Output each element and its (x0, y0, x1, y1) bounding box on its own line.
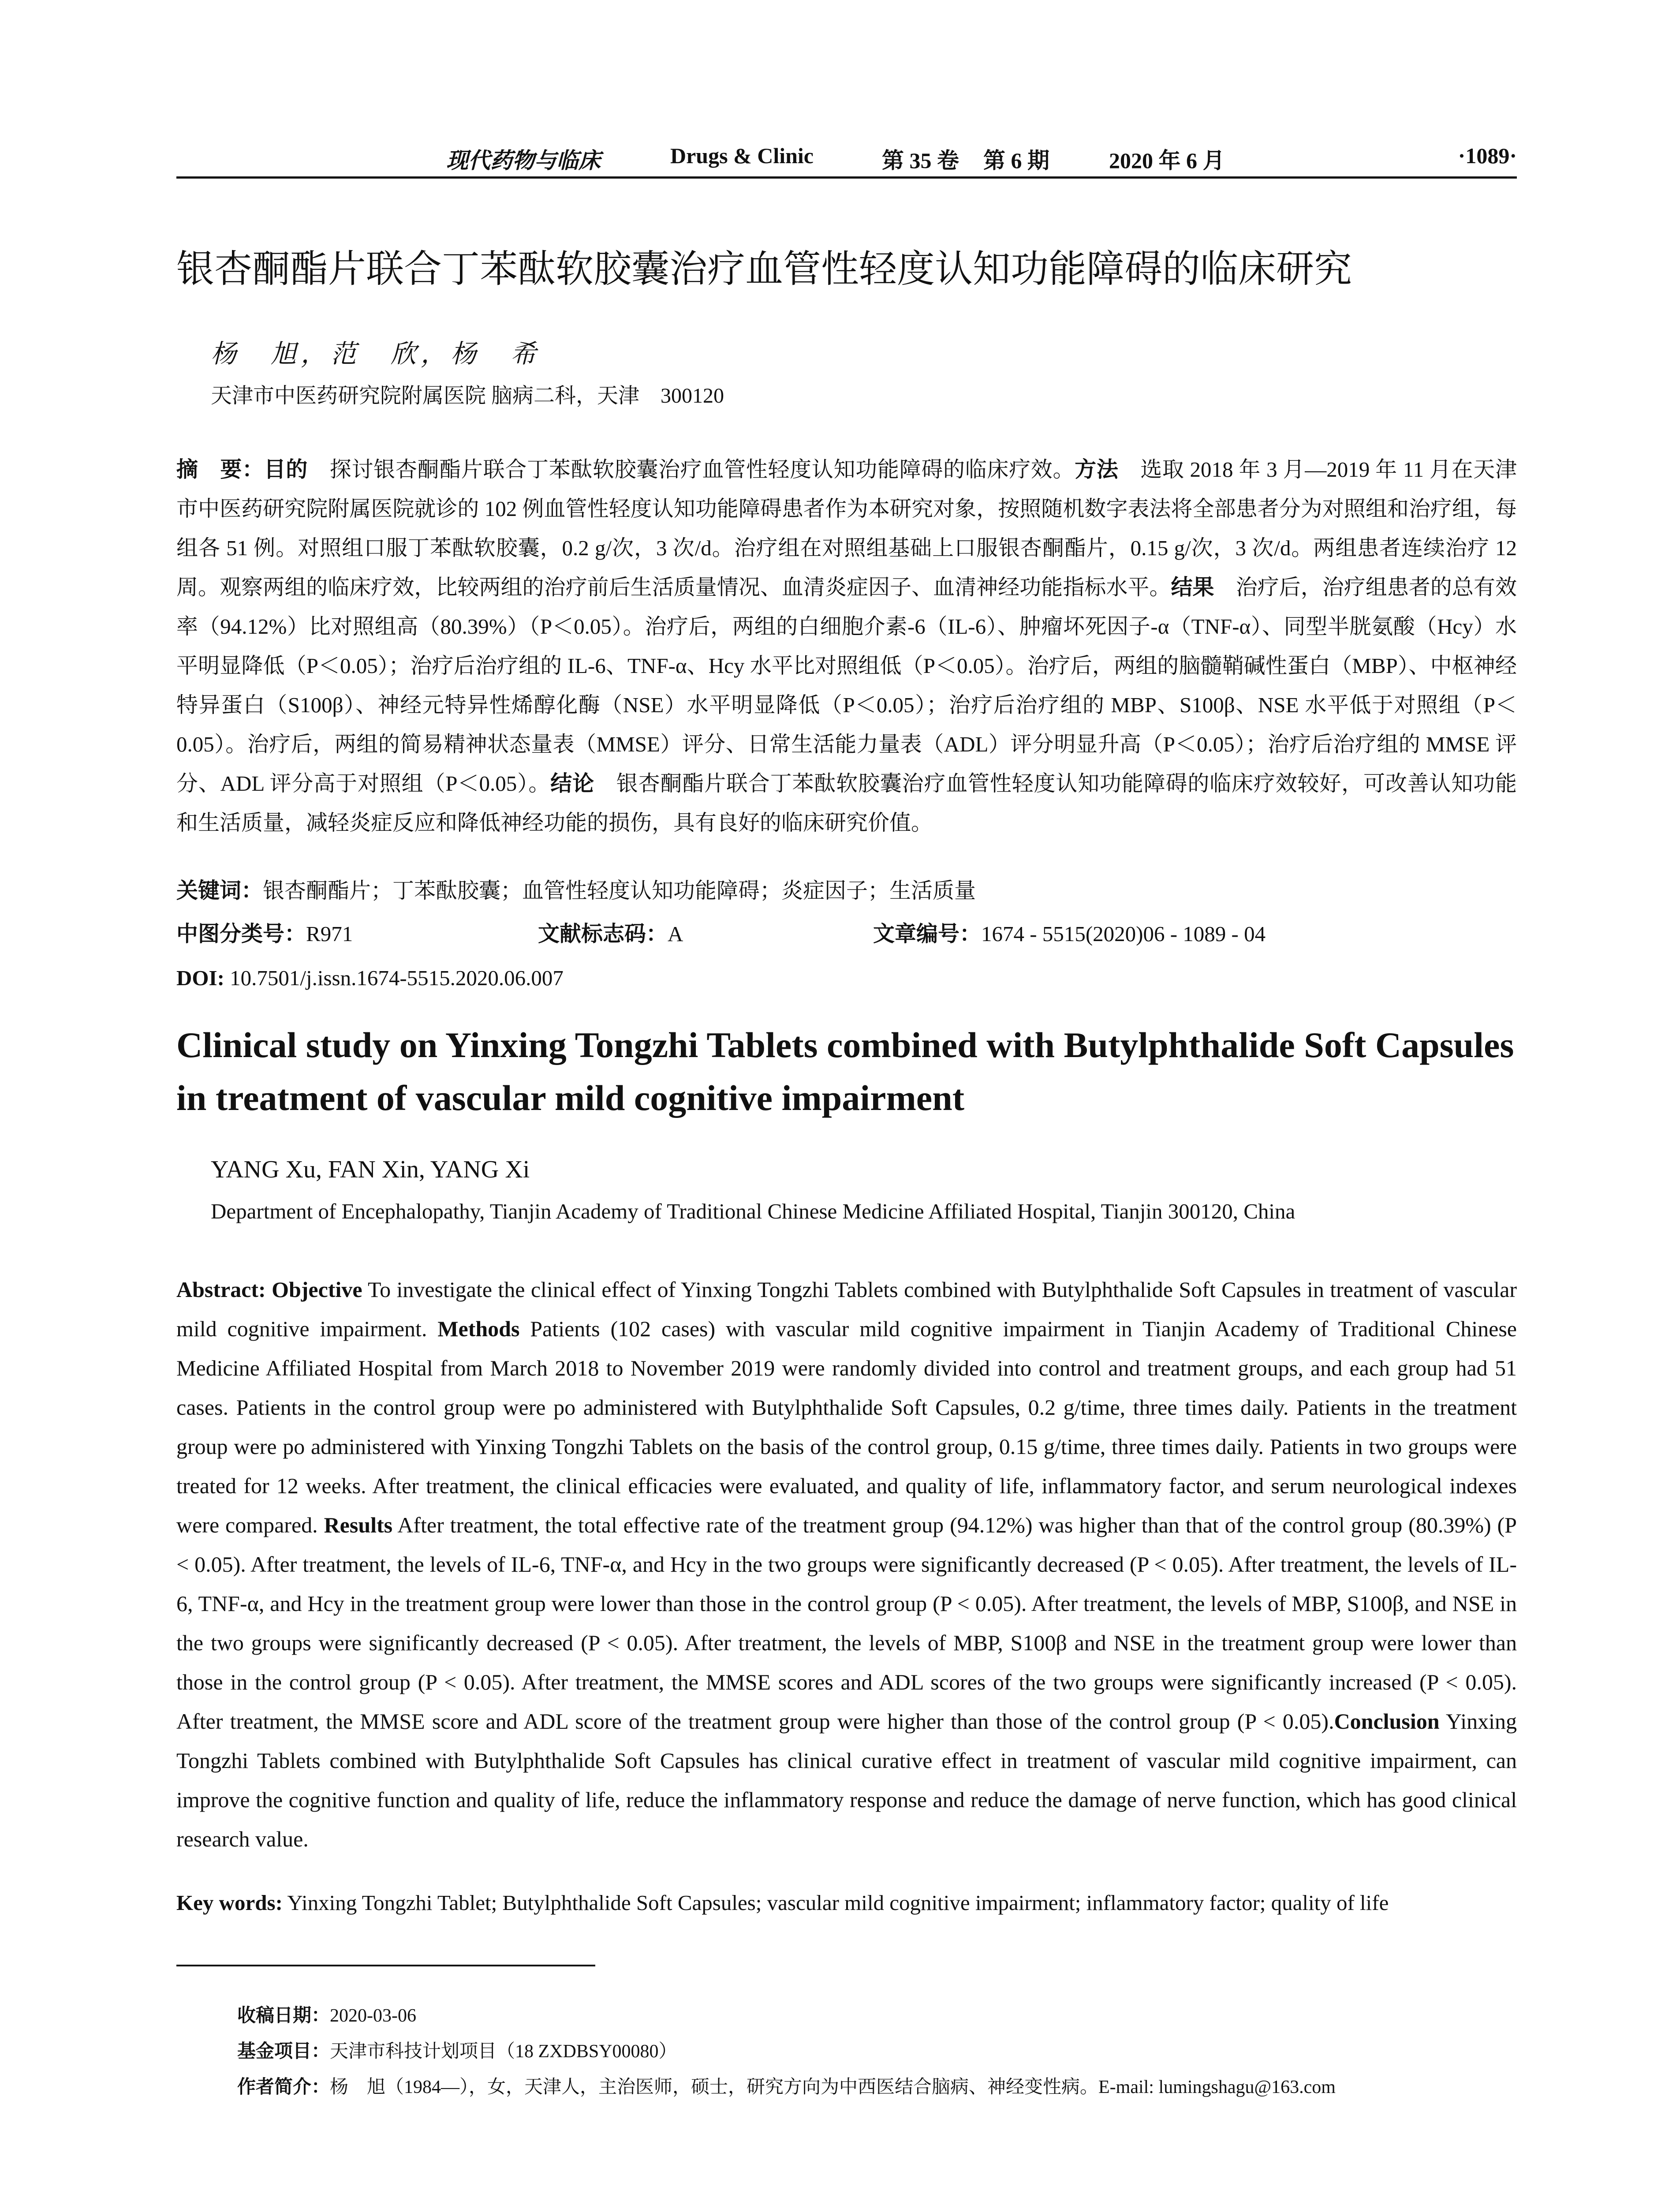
page-number: ·1089· (1458, 143, 1517, 168)
title-cn: 银杏酮酯片联合丁苯酞软胶囊治疗血管性轻度认知功能障碍的临床研究 (176, 247, 1352, 291)
author-label: 作者简介： (237, 2076, 330, 2097)
methods-label-cn: 方法 (1075, 457, 1119, 482)
doi-line (176, 965, 1517, 991)
doc-code-value: A (668, 922, 683, 946)
footnote-author (237, 2069, 1516, 2105)
methods-text-en: Patients (102 cases) with vascular mild cognitive impairment in Tianjin Academy of Traditional Chinese Medicine Affiliated Hospital from March 2018 to November 2019 were randomly divided into control and treatment groups, and each group had 51 cases. Patients in the control group were po administered with Butylphthalide Soft Capsules, 0.2 g/time, three times daily. Patients in the treatment group were po administered with Yinxing Tongzhi Tablets on the basis of the control group, 0.15 g/time, three times daily. Patients in two groups were treated for 12 weeks. After treatment, the clinical efficacies were evaluated, and quality of life, inflammatory factor, and serum neurological indexes were compared. (176, 1316, 1517, 1537)
results-label-en: Results (324, 1513, 393, 1537)
results-label-cn: 结果 (1171, 575, 1214, 600)
objective-label-en: Objective (265, 1277, 362, 1302)
keywords-cn (176, 878, 1517, 904)
author-bio: 杨 旭（1984—），女，天津人，主治医师，硕士，研究方向为中西医结合脑病、神经变性病。E-mail: lumingshagu@163.com (330, 2077, 1336, 2097)
abstract-label-en: Abstract: (176, 1277, 266, 1302)
conclusion-text-cn: 银杏酮酯片联合丁苯酞软胶囊治疗血管性轻度认知功能障碍的临床疗效较好，可改善认知功能和生活质量，减轻炎症反应和降低神经功能的损伤，具有良好的临床研究价值。 (176, 771, 1517, 835)
clc-item (176, 921, 353, 947)
methods-text-cn: 选取 2018 年 3 月—2019 年 11 月在天津市中医药研究院附属医院就诊的 102 例血管性轻度认知功能障碍患者作为本研究对象，按照随机数字表法将全部患者分为对照组和治疗组，每组各 51 例。对照组口服丁苯酞软胶囊，0.2 g/次，3 次/d。治疗组在对照组基础上口服银杏酮酯片，0.15 g/次，3 次/d。两组患者连续治疗 12 周。观察两组的临床疗效，比较两组的治疗前后生活质量情况、血清炎症因子、血清神经功能指标水平。 (176, 457, 1517, 599)
doc-code-item (538, 921, 683, 947)
authors-cn: 杨 旭，范 欣，杨 希 (211, 340, 541, 368)
methods-label-en: Methods (437, 1316, 520, 1341)
keywords-text-cn: 银杏酮酯片；丁苯酞胶囊；血管性轻度认知功能障碍；炎症因子；生活质量 (263, 878, 976, 903)
results-text-en: After treatment, the total effective rate of the treatment group (94.12%) was higher than that of the control group (80.39%) (P < 0.05). After treatment, the levels of IL-6, TNF-α, and Hcy in the two groups were significantly decreased (P < 0.05). After treatment, the levels of IL-6, TNF-α, and Hcy in the treatment group were lower than those in the control group (P < 0.05). After treatment, the levels of MBP, S100β, and NSE in the two groups were significantly decreased (P < 0.05). After treatment, the levels of MBP, S100β and NSE in the treatment group were lower than those in the control group (P < 0.05). After treatment, the MMSE scores and ADL scores of the two groups were significantly increased (P < 0.05). After treatment, the MMSE score and ADL score of the treatment group were higher than those of the control group (P < 0.05). (176, 1513, 1517, 1734)
fund-label: 基金项目： (237, 2040, 330, 2062)
footnote-received (237, 1998, 1516, 2033)
received-date: 2020-03-06 (330, 2006, 416, 2026)
issue-number: 第 6 期 (983, 148, 1049, 173)
received-label: 收稿日期： (237, 2004, 330, 2026)
keywords-en (176, 1890, 1517, 1916)
journal-name-cn: 现代药物与临床 (446, 148, 601, 173)
header-rule (176, 176, 1517, 179)
abstract-en (176, 1270, 1517, 1859)
title-en: Clinical study on Yinxing Tongzhi Tablets combined with Butylphthalide Soft Capsules in treatment of vascular mild cognitive impairment (176, 1025, 1514, 1118)
clc-label: 中图分类号： (176, 921, 306, 946)
conclusion-label-en: Conclusion (1334, 1709, 1440, 1734)
article-number-item (873, 921, 1266, 947)
footnote-fund (237, 2033, 1516, 2069)
article-number-value: 1674 - 5515(2020)06 - 1089 - 04 (981, 922, 1266, 946)
footnote-rule (176, 1965, 595, 1966)
conclusion-text-en: Yinxing Tongzhi Tablets combined with Butylphthalide Soft Capsules has clinical curative effect in treatment of vascular mild cognitive impairment, can improve the cognitive function and quality of life, reduce the inflammatory response and reduce the damage of nerve function, which has good clinical research value. (176, 1709, 1517, 1851)
affiliation-cn: 天津市中医药研究院附属医院 脑病二科，天津 300120 (211, 384, 724, 407)
issue-date: 2020 年 6 月 (1109, 148, 1225, 173)
conclusion-label-cn: 结论 (550, 771, 594, 796)
keywords-label-cn: 关键词： (176, 878, 263, 903)
running-header (176, 140, 1517, 171)
abstract-cn (176, 450, 1517, 842)
fund-text: 天津市科技计划项目（18 ZXDBSY00080） (330, 2041, 677, 2062)
footnotes (237, 1998, 1516, 2105)
volume-number: 第 35 卷 (882, 148, 959, 173)
doi-value: 10.7501/j.issn.1674-5515.2020.06.007 (224, 966, 564, 990)
keywords-text-en: Yinxing Tongzhi Tablet; Butylphthalide Soft Capsules; vascular mild cognitive impairment; inflammatory factor; quality of life (282, 1891, 1389, 1915)
objective-text-cn: 探讨银杏酮酯片联合丁苯酞软胶囊治疗血管性轻度认知功能障碍的临床疗效。 (308, 457, 1075, 482)
affiliation-en: Department of Encephalopathy, Tianjin Academy of Traditional Chinese Medicine Affiliated Hospital, Tianjin 300120, China (211, 1199, 1295, 1223)
journal-page (176, 0, 1517, 2205)
journal-name-en: Drugs & Clinic (670, 143, 814, 168)
abstract-label-cn: 摘 要： (176, 457, 264, 482)
results-text-cn: 治疗后，治疗组患者的总有效率（94.12%）比对照组高（80.39%）（P＜0.05）。治疗后，两组的白细胞介素-6（IL-6）、肿瘤坏死因子-α（TNF-α）、同型半胱氨酸（Hcy）水平明显降低（P＜0.05）；治疗后治疗组的 IL-6、TNF-α、Hcy 水平比对照组低（P＜0.05）。治疗后，两组的脑髓鞘碱性蛋白（MBP）、中枢神经特异蛋白（S100β）、神经元特异性烯醇化酶（NSE）水平明显降低（P＜0.05）；治疗后治疗组的 MBP、S100β、NSE 水平低于对照组（P＜0.05）。治疗后，两组的简易精神状态量表（MMSE）评分、日常生活能力量表（ADL）评分明显升高（P＜0.05）；治疗后治疗组的 MMSE 评分、ADL 评分高于对照组（P＜0.05）。 (176, 575, 1517, 796)
article-number-label: 文章编号： (873, 921, 982, 946)
objective-text-en: To investigate the clinical effect of Yinxing Tongzhi Tablets combined with Butylphthalide Soft Capsules in treatment of vascular mild cognitive impairment. (176, 1277, 1517, 1341)
doi-label: DOI: (176, 966, 224, 990)
authors-en: YANG Xu, FAN Xin, YANG Xi (211, 1156, 530, 1183)
clc-value: R971 (306, 922, 353, 946)
doc-code-label: 文献标志码： (538, 921, 668, 946)
keywords-label-en: Key words: (176, 1891, 283, 1915)
objective-label-cn: 目的 (264, 457, 308, 482)
